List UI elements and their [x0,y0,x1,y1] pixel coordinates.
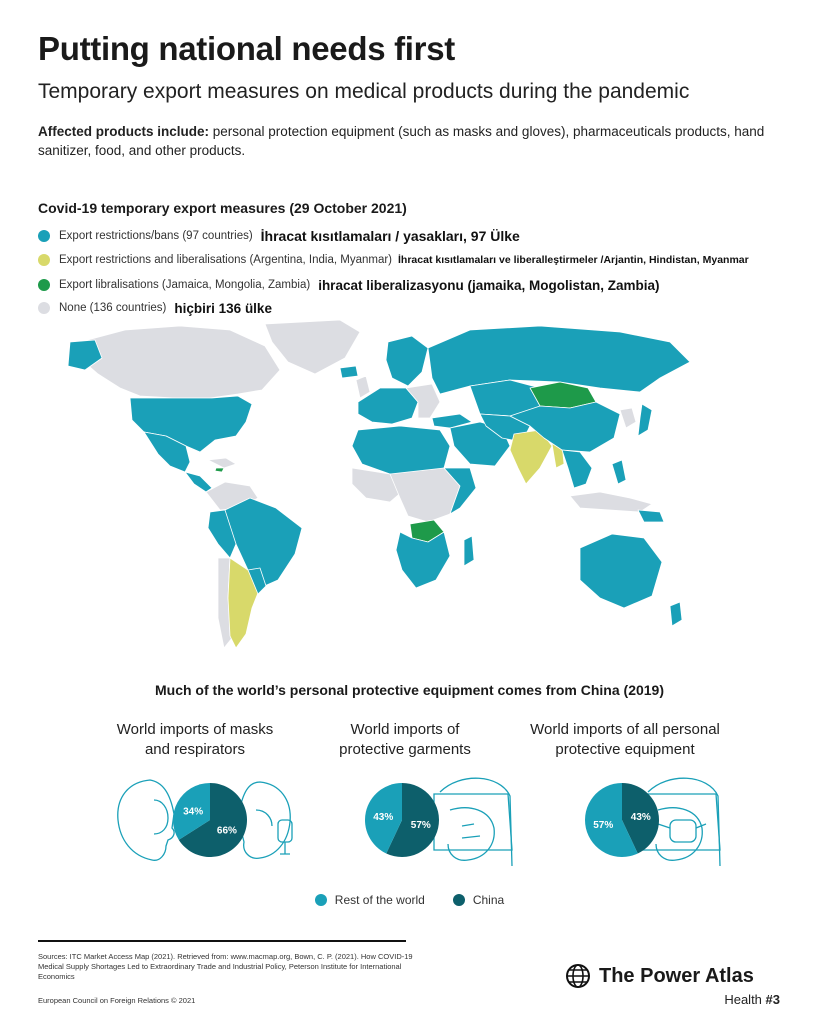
legend-title: Covid-19 temporary export measures (29 October 2021) [38,200,407,216]
legend-dot-mixed [38,254,50,266]
page-title: Putting national needs first [38,30,455,67]
ppe-section-title: Much of the world’s personal protective equipment comes from China (2019) [154,682,665,698]
region-iceland [340,366,358,378]
pie-label-rest: 57% [593,820,614,832]
legend-dot-none [38,302,50,314]
series-name: Health [724,992,762,1007]
panel-masks [110,770,310,870]
panel-garments [330,770,530,870]
region-scandinavia [386,336,428,386]
series-label [690,992,780,1007]
region-central-africa [390,468,460,522]
sources-divider [38,940,406,942]
legend-label: Export restrictions/bans (97 countries) [59,230,253,242]
region-korea-japan [620,408,636,428]
pie-masks-title: World imports of masks and respirators [116,721,274,758]
pie-ppe [585,783,659,857]
legend-china-label: China [472,893,505,907]
world-map [40,318,700,663]
page-subtitle: Temporary export measures on medical products during the pandemic [38,80,690,103]
affected-products-text: personal protection equipment (such as masks and gloves), pharmaceuticals products, hand sanitizer, food, and other products. [38,124,765,158]
affected-products-label: Affected products include: [38,124,210,139]
pie-label-rest: 34% [183,806,204,818]
region-canada [80,326,280,398]
region-north-africa [352,426,450,474]
pie-masks [173,783,247,857]
legend-item-none [38,298,272,318]
region-papua [638,510,664,522]
pie-ppe-title: World imports of all personal protective equipment [530,721,720,758]
legend-label: Export libralisations (Jamaica, Mongolia, Zambia) [59,279,311,291]
pie-label-china: 57% [410,820,431,832]
brand-logo [565,961,785,991]
pie-legend [0,890,819,910]
legend-item-mixed [38,250,749,270]
brand-name: The Power Atlas [599,964,754,987]
pie-label-rest: 43% [373,811,394,823]
face-shield-icon [434,778,512,866]
legend-dot-rest [315,894,327,906]
region-jamaica [215,468,224,472]
legend-translation: İhracat kısıtlamaları / yasakları, 97 Ülke [260,228,520,244]
copyright-text: European Council on Foreign Relations © 2021 [38,996,196,1005]
legend-dot-liberalisations [38,279,50,291]
panel-ppe [560,770,760,870]
legend-translation: İhracat kısıtlamaları ve liberalleştirmeler /Arjantin, Hindistan, Myanmar [398,254,749,266]
region-australia [580,534,662,608]
legend-item-restrictions [38,226,520,246]
region-greenland [265,320,360,374]
region-philippines [612,460,626,484]
region-caribbean [208,458,236,468]
legend-translation: ihracat liberalizasyonu (jamaika, Mogolistan, Zambia) [318,277,660,293]
region-central-america [185,472,212,492]
legend-translation: hiçbiri 136 ülke [174,300,272,316]
legend-label: None (136 countries) [59,302,167,314]
region-new-zealand [670,602,682,626]
affected-products-note [38,122,798,160]
region-southern-africa [396,532,450,588]
legend-dot-restrictions [38,230,50,242]
sources-text: Sources: ITC Market Access Map (2021). Retrieved from: www.macmap.org, Bown, C. P. (2021). How COVID-19 Medical Supply Shortages Led to Extraordinary Trade and Industrial Policy, Peterson Institute for International Economics [38,952,413,981]
pie-label-china: 66% [216,825,237,837]
legend-dot-china [453,894,465,906]
series-number: #3 [765,992,780,1007]
region-southeast-asia [562,450,592,488]
pie-garments-title: World imports of protective garments [339,721,471,758]
region-madagascar [464,536,474,566]
region-japan [638,404,652,436]
legend-label: Export restrictions and liberalisations (Argentina, India, Myanmar) [59,254,393,266]
pie-label-china: 43% [630,811,651,823]
globe-icon [565,963,591,989]
pie-garments [365,783,439,857]
legend-item-liberalisations [38,275,660,295]
region-usa [130,396,252,452]
face-left-icon [118,780,174,860]
legend-rest-label: Rest of the world [334,893,425,907]
region-uk [356,376,370,398]
region-indonesia [570,492,652,512]
